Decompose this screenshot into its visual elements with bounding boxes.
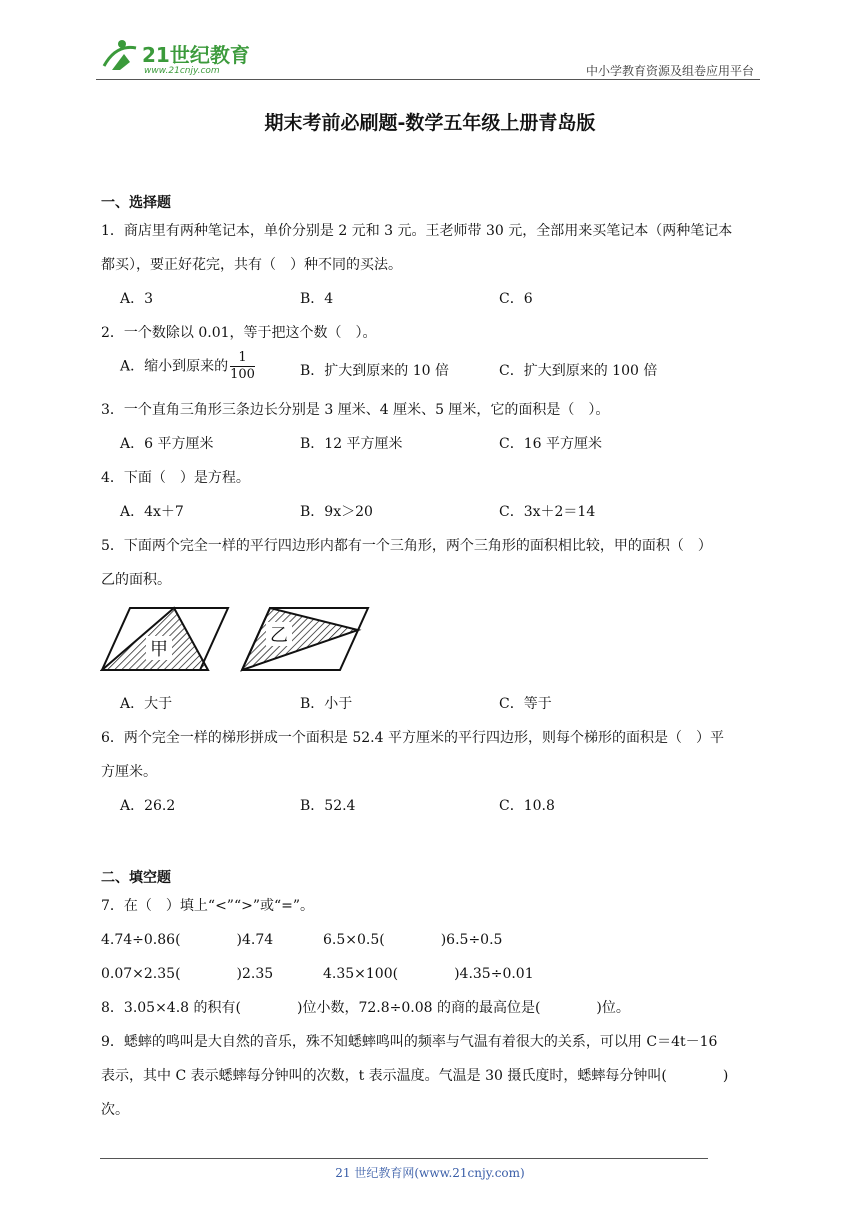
- q4-option-c: C．3x＋2＝14: [499, 504, 596, 520]
- q1-option-b: B．4: [300, 291, 334, 307]
- parallelogram-a: [102, 608, 228, 670]
- q2-text: 2．一个数除以 0.01，等于把这个数（ ）。: [101, 325, 377, 341]
- q2-option-a-prefix: A．缩小到原来的: [120, 358, 229, 375]
- fraction: [230, 350, 255, 383]
- section-heading-choice: 一、选择题: [101, 195, 171, 211]
- section-heading-fill: 二、填空题: [101, 870, 171, 886]
- q6-option-c: C．10.8: [499, 798, 555, 814]
- fraction-numerator: 1: [230, 350, 255, 367]
- q9-text: 9．蟋蟀的鸣叫是大自然的音乐，殊不知蟋蟀鸣叫的频率与气温有着很大的关系，可以用 C＝4t－16: [101, 1034, 718, 1050]
- q7-text: 7．在（ ）填上“<”“>”或“=”。: [101, 898, 315, 914]
- svg-text:21世纪教育: 21世纪教育: [142, 43, 250, 67]
- page-title: 期末考前必刷题-数学五年级上册青岛版: [264, 112, 596, 134]
- q3-text: 3．一个直角三角形三条边长分别是 3 厘米、4 厘米、5 厘米，它的面积是（ ）。: [101, 402, 610, 418]
- label-jia: 甲: [150, 639, 168, 660]
- footer-divider: [100, 1158, 708, 1159]
- q3-option-c: C．16 平方厘米: [499, 436, 602, 452]
- q7-row2-a: 0.07×2.35( )2.35: [101, 966, 274, 982]
- header-divider: [96, 79, 760, 80]
- q2-option-b: B．扩大到原来的 10 倍: [300, 363, 450, 379]
- q1-option-c: C．6: [499, 291, 533, 307]
- q9-text-2: 表示，其中 C 表示蟋蟀每分钟叫的次数，t 表示温度。气温是 30 摄氏度时，蟋蟀每分钟叫( ): [101, 1068, 729, 1084]
- q5-text-2: 乙的面积。: [101, 572, 171, 588]
- q7-row1-a: 4.74÷0.86( )4.74: [101, 932, 274, 948]
- q3-option-a: A．6 平方厘米: [120, 436, 214, 452]
- q8-text: 8．3.05×4.8 的积有( )位小数，72.8÷0.08 的商的最高位是( )位。: [101, 1000, 630, 1016]
- q3-option-b: B．12 平方厘米: [300, 436, 403, 452]
- q1-text-2: 都买），要正好花完，共有（ ）种不同的买法。: [101, 257, 402, 273]
- q7-row1-b: 6.5×0.5( )6.5÷0.5: [323, 932, 503, 948]
- q7-row2-b: 4.35×100( )4.35÷0.01: [323, 966, 534, 982]
- q6-text-2: 方厘米。: [101, 764, 157, 780]
- q6-option-a: A．26.2: [120, 798, 176, 814]
- parallelogram-figure: [100, 606, 370, 674]
- q1-option-a: A．3: [120, 291, 154, 307]
- q9-text-3: 次。: [101, 1102, 129, 1118]
- site-logo: [96, 36, 256, 78]
- footer-text: 21 世纪教育网(www.21cnjy.com): [335, 1166, 525, 1180]
- parallelogram-b: [242, 608, 368, 670]
- label-yi: 乙: [270, 625, 288, 646]
- q4-option-b: B．9x＞20: [300, 504, 373, 520]
- platform-name: 中小学教育资源及组卷应用平台: [585, 64, 754, 78]
- q5-option-c: C．等于: [499, 696, 552, 712]
- q5-option-a: A．大于: [120, 696, 173, 712]
- q4-text: 4．下面（ ）是方程。: [101, 470, 250, 486]
- q2-option-c: C．扩大到原来的 100 倍: [499, 363, 658, 379]
- q6-text: 6．两个完全一样的梯形拼成一个面积是 52.4 平方厘米的平行四边形，则每个梯形的面积是（ ）平: [101, 730, 724, 746]
- svg-text:www.21cnjy.com: www.21cnjy.com: [144, 66, 220, 76]
- q5-text: 5．下面两个完全一样的平行四边形内都有一个三角形，两个三角形的面积相比较，甲的面积（ ）: [101, 538, 712, 554]
- fraction-denominator: 100: [230, 367, 255, 382]
- q2-option-a: [120, 350, 255, 383]
- q6-option-b: B．52.4: [300, 798, 356, 814]
- q1-text: 1．商店里有两种笔记本，单价分别是 2 元和 3 元。王老师带 30 元，全部用来买笔记本（两种笔记本: [101, 223, 733, 239]
- q5-option-b: B．小于: [300, 696, 353, 712]
- q4-option-a: A．4x＋7: [120, 504, 184, 520]
